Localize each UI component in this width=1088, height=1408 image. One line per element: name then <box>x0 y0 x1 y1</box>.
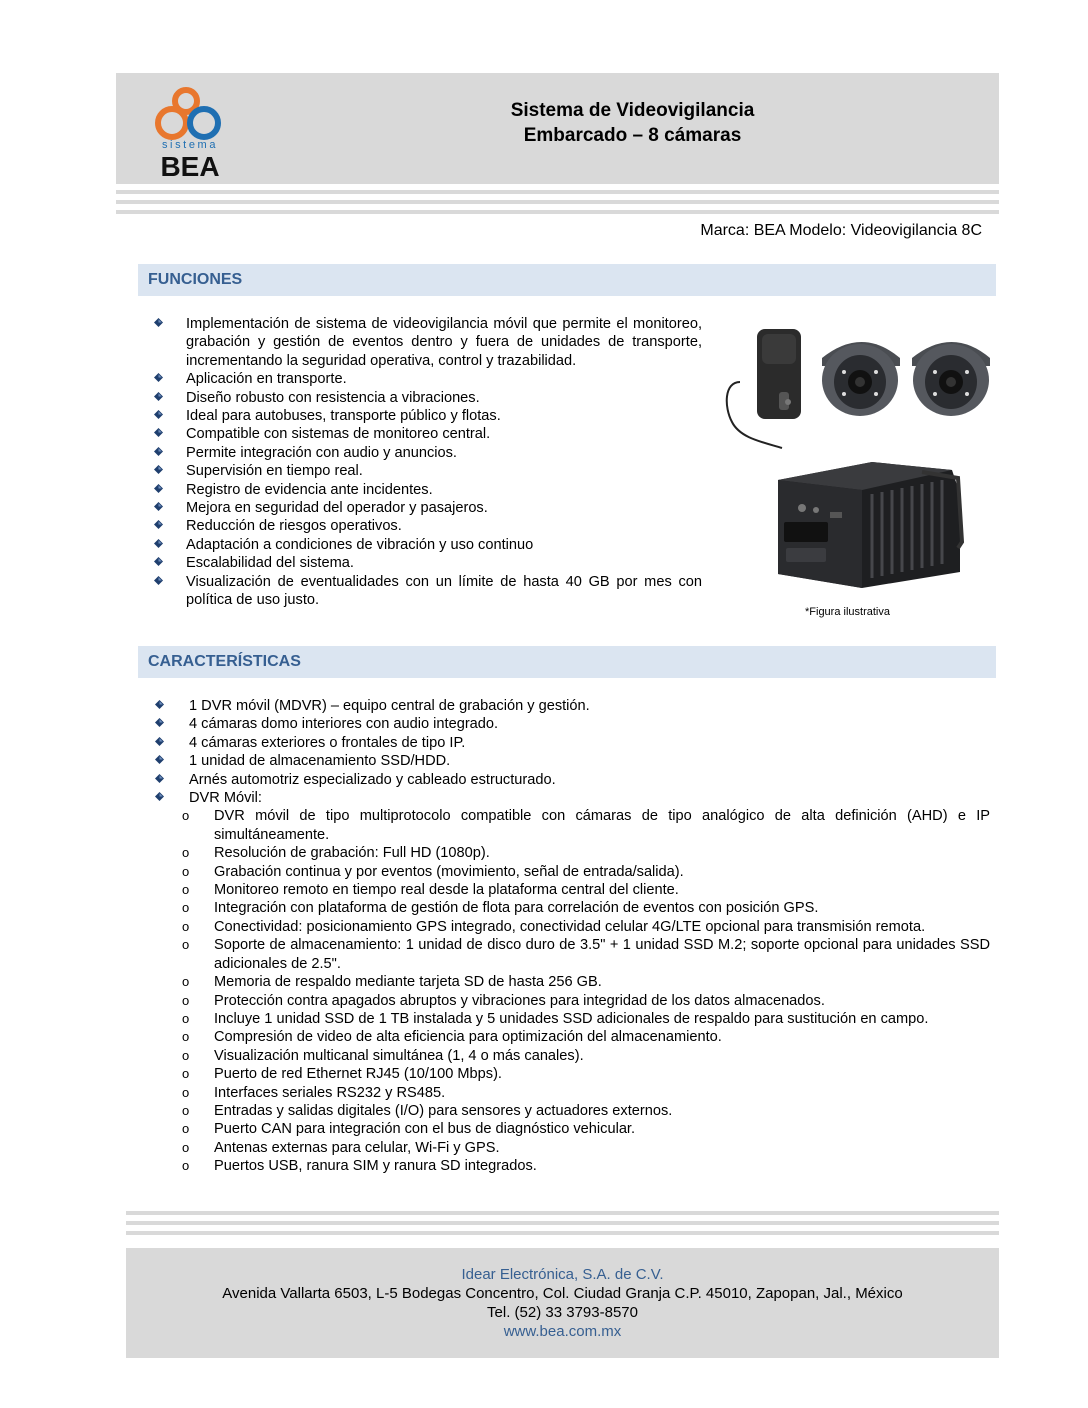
list-item: 1 DVR móvil (MDVR) – equipo central de grabación y gestión. <box>150 697 990 715</box>
list-item: Ideal para autobuses, transporte público y flotas. <box>150 407 702 425</box>
sub-list-item: o Entradas y salidas digitales (I/O) para sensores y actuadores externos. <box>182 1102 673 1119</box>
sub-bullet-marker: o <box>182 1158 190 1174</box>
list-item: Implementación de sistema de videovigilancia móvil que permite el monitoreo, grabación y gestión de eventos dentro y fuera de unidades de transporte, incrementando la seguridad operativa, control y trazabilidad. <box>150 315 702 370</box>
document-title <box>406 98 859 148</box>
list-item: 4 cámaras domo interiores con audio integrado. <box>150 715 990 733</box>
sub-bullet-marker: o <box>182 1121 190 1137</box>
image-caption: *Figura ilustrativa <box>805 606 890 618</box>
bullet-icon <box>154 502 163 511</box>
section-heading-funciones: FUNCIONES <box>148 271 243 288</box>
list-item: Adaptación a condiciones de vibración y uso continuo <box>150 536 702 554</box>
footer-company: Idear Electrónica, S.A. de C.V. <box>461 1266 664 1283</box>
sub-bullet-marker: o <box>182 900 190 916</box>
sub-list-item: o Antenas externas para celular, Wi-Fi y GPS. <box>182 1139 500 1156</box>
sub-list-item: o Puerto CAN para integración con el bus de diagnóstico vehicular. <box>182 1121 636 1138</box>
list-item: Compatible con sistemas de monitoreo central. <box>150 425 702 443</box>
title-line-2: Embarcado – 8 cámaras <box>523 125 742 146</box>
list-item: Mejora en seguridad del operador y pasajeros. <box>150 499 702 517</box>
sub-list-item: o Integración con plataforma de gestión de flota para correlación de eventos con posición GPS. <box>182 900 819 917</box>
bullet-icon <box>154 373 163 382</box>
footer-divider-stripes <box>126 1211 999 1241</box>
bullet-icon <box>154 557 163 566</box>
list-item: Reducción de riesgos operativos. <box>150 517 702 535</box>
bullet-icon <box>154 539 163 548</box>
footer-address: Avenida Vallarta 6503, L-5 Bodegas Concentro, Col. Ciudad Granja C.P. 45010, Zapopan, Jal., México <box>222 1285 903 1302</box>
section-funciones <box>138 264 996 296</box>
sub-bullet-marker: o <box>182 1029 190 1045</box>
bullet-icon <box>155 792 164 801</box>
document-footer <box>126 1248 999 1358</box>
caracteristicas-list <box>150 697 990 1176</box>
sub-list-item: o Soporte de almacenamiento: 1 unidad de disco duro de 3.5" + 1 unidad SSD M.2; soporte opcional para unidades SSD adicionales de 2.5". <box>182 937 990 972</box>
footer-website-link[interactable]: www.bea.com.mx <box>503 1323 622 1340</box>
list-item: Aplicación en transporte. <box>150 370 702 388</box>
brand-model-line: Marca: BEA Modelo: Videovigilancia 8C <box>700 222 982 239</box>
bullet-icon <box>154 447 163 456</box>
title-line-1: Sistema de Videovigilancia <box>510 100 755 121</box>
sub-list-item: o DVR móvil de tipo multiprotocolo compatible con cámaras de tipo analógico de alta definición (AHD) e IP simultáneamente. <box>182 808 990 843</box>
sub-bullet-marker: o <box>182 937 190 953</box>
list-item: DVR Móvil: o DVR móvil de tipo multiprotocolo compatible con cámaras de tipo analógico de alta definición (AHD) e IP simultáneamente. o Resolución de grabación: Full HD (1080p). o Grabación continua y por eventos (movimiento, señal de entrada/salida). o Monitoreo remoto en tiempo real desde la plataforma central del cliente. o Integración con plataforma de gestión de flota para correlación de eventos con posición GPS. o Conectividad: posicionamiento GPS integrado, conectividad celular 4G/LTE opcional para transmisión remota. o Soporte de almacenamiento: 1 unidad de disco duro de 3.5" + 1 unidad SSD M.2; soporte opcional para unidades SSD adicionales de 2.5". o Memoria de respaldo mediante tarjeta SD de hasta 256 GB. o Protección contra apagados abruptos y vibraciones para integridad de los datos almacenados. o Incluye 1 unidad SSD de 1 TB instalada y 5 unidades SSD adicionales de respaldo para sustitución en campo. o Compresión de video de alta eficiencia para optimización del almacenamiento. o Visualización multicanal simultánea (1, 4 o más canales). o Puerto de red Ethernet RJ45 (10/100 Mbps). o Interfaces seriales RS232 y RS485. o Entradas y salidas digitales (I/O) para sensores y actuadores externos. o Puerto CAN para integración con el bus de diagnóstico vehicular. o Antenas externas para celular, Wi-Fi y GPS. o Puertos USB, ranura SIM y ranura SD integrados. <box>150 789 990 1176</box>
connector-box-icon <box>727 329 801 448</box>
sub-list-item: o Monitoreo remoto en tiempo real desde la plataforma central del cliente. <box>182 882 679 899</box>
sub-list-item: o Visualización multicanal simultánea (1, 4 o más canales). <box>182 1047 584 1064</box>
sub-list-item: o Resolución de grabación: Full HD (1080p). <box>182 845 490 862</box>
sub-bullet-marker: o <box>182 992 190 1008</box>
bullet-icon <box>154 318 163 327</box>
dvr-sub-list <box>150 807 990 1175</box>
logo-sistema-text: sistema <box>161 139 219 151</box>
list-item: 4 cámaras exteriores o frontales de tipo IP. <box>150 734 990 752</box>
sub-list-item: o Incluye 1 unidad SSD de 1 TB instalada y 5 unidades SSD adicionales de respaldo para sustitución en campo. <box>182 1010 929 1027</box>
sub-bullet-marker: o <box>182 974 190 990</box>
bea-logo <box>150 79 234 179</box>
sub-bullet-marker: o <box>182 1066 190 1082</box>
bullet-icon <box>154 520 163 529</box>
list-item: 1 unidad de almacenamiento SSD/HDD. <box>150 752 990 770</box>
sub-bullet-marker: o <box>182 1047 190 1063</box>
bullet-icon <box>154 392 163 401</box>
list-item: Escalabilidad del sistema. <box>150 554 702 572</box>
footer-phone: Tel. (52) 33 3793-8570 <box>487 1304 638 1321</box>
mobile-dvr-icon <box>778 462 962 588</box>
sub-list-item: o Interfaces seriales RS232 y RS485. <box>182 1084 446 1101</box>
bullet-icon <box>155 737 164 746</box>
sub-bullet-marker: o <box>182 1010 190 1026</box>
bullet-icon <box>154 484 163 493</box>
bullet-icon <box>154 576 163 585</box>
sub-list-item: o Grabación continua y por eventos (movimiento, señal de entrada/salida). <box>182 863 684 880</box>
bullet-icon <box>155 718 164 727</box>
sub-list-item: o Puertos USB, ranura SIM y ranura SD integrados. <box>182 1158 537 1175</box>
section-heading-caracteristicas: CARACTERÍSTICAS <box>148 653 301 670</box>
sub-list-item: o Compresión de video de alta eficiencia para optimización del almacenamiento. <box>182 1029 722 1046</box>
dome-camera-icon <box>912 342 990 416</box>
dome-camera-icon <box>822 342 900 416</box>
bullet-icon <box>155 700 164 709</box>
funciones-list <box>150 315 702 610</box>
sub-bullet-marker: o <box>182 863 190 879</box>
sub-bullet-marker: o <box>182 1102 190 1118</box>
list-item: Diseño robusto con resistencia a vibraciones. <box>150 389 702 407</box>
list-item: Registro de evidencia ante incidentes. <box>150 481 702 499</box>
bullet-icon <box>155 755 164 764</box>
sub-bullet-marker: o <box>182 808 190 824</box>
list-item: Arnés automotriz especializado y cableado estructurado. <box>150 771 990 789</box>
document-header <box>116 73 999 184</box>
sub-bullet-marker: o <box>182 918 190 934</box>
product-illustration <box>722 322 997 602</box>
section-caracteristicas <box>138 646 996 678</box>
sub-bullet-marker: o <box>182 1084 190 1100</box>
bullet-icon <box>155 774 164 783</box>
logo-bea-text: BEA <box>160 151 220 179</box>
list-item: Supervisión en tiempo real. <box>150 462 702 480</box>
sub-list-item: o Puerto de red Ethernet RJ45 (10/100 Mbps). <box>182 1066 502 1083</box>
list-item: Permite integración con audio y anuncios. <box>150 444 702 462</box>
header-divider-stripes <box>116 190 999 220</box>
sub-bullet-marker: o <box>182 882 190 898</box>
bullet-icon <box>154 465 163 474</box>
bullet-icon <box>154 428 163 437</box>
sub-bullet-marker: o <box>182 845 190 861</box>
sub-list-item: o Memoria de respaldo mediante tarjeta SD de hasta 256 GB. <box>182 974 602 991</box>
sub-list-item: o Protección contra apagados abruptos y vibraciones para integridad de los datos almacenados. <box>182 992 825 1009</box>
bullet-icon <box>154 410 163 419</box>
list-item: Visualización de eventualidades con un límite de hasta 40 GB por mes con política de uso justo. <box>150 573 702 610</box>
sub-bullet-marker: o <box>182 1139 190 1155</box>
sub-list-item: o Conectividad: posicionamiento GPS integrado, conectividad celular 4G/LTE opcional para transmisión remota. <box>182 918 926 935</box>
